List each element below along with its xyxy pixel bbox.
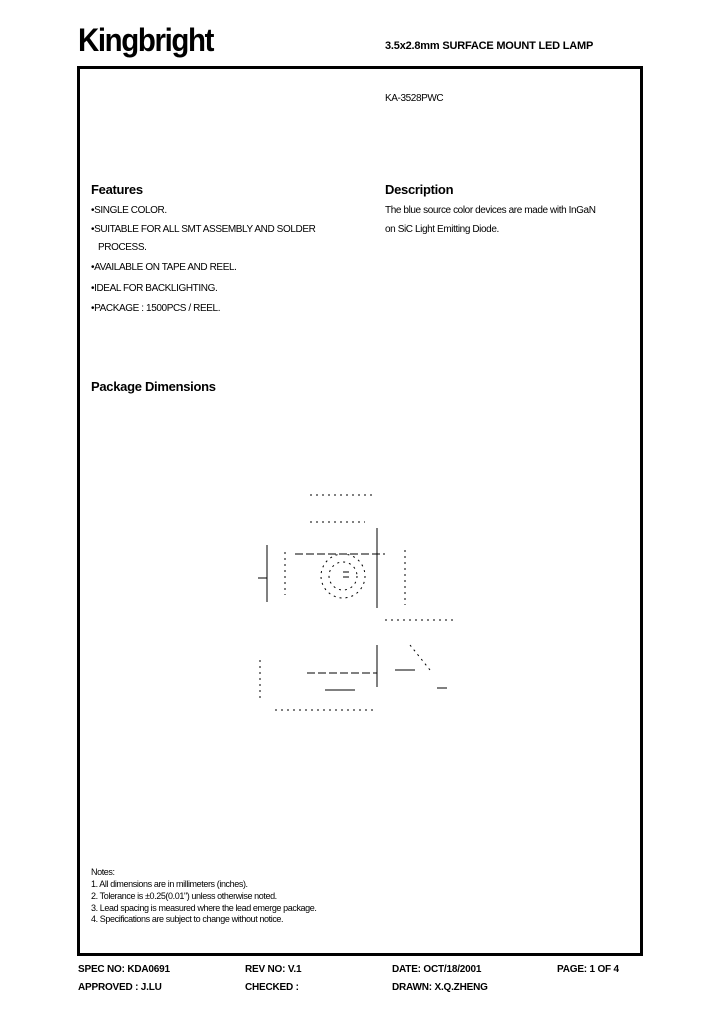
approved-by: APPROVED : J.LU — [78, 982, 162, 993]
package-dimensions-heading: Package Dimensions — [91, 379, 216, 394]
note-item: 3. Lead spacing is measured where the lead emerge package. — [91, 903, 317, 913]
checked-by: CHECKED : — [245, 982, 299, 993]
revision-number: REV NO: V.1 — [245, 964, 302, 975]
date: DATE: OCT/18/2001 — [392, 964, 482, 975]
feature-item: •PACKAGE : 1500PCS / REEL. — [91, 303, 221, 314]
part-number: KA-3528PWC — [385, 93, 444, 104]
description-line: The blue source color devices are made with InGaN — [385, 205, 596, 216]
spec-number: SPEC NO: KDA0691 — [78, 964, 170, 975]
kingbright-logo: Kingbright — [78, 22, 213, 58]
feature-item: •SINGLE COLOR. — [91, 205, 167, 216]
description-line: on SiC Light Emitting Diode. — [385, 224, 499, 235]
notes-heading: Notes: — [91, 867, 115, 877]
drawn-by: DRAWN: X.Q.ZHENG — [392, 982, 488, 993]
package-dimension-drawing — [255, 480, 465, 730]
page-number: PAGE: 1 OF 4 — [557, 964, 619, 975]
features-heading: Features — [91, 182, 143, 197]
note-item: 1. All dimensions are in millimeters (inches). — [91, 879, 248, 889]
document-title: 3.5x2.8mm SURFACE MOUNT LED LAMP — [385, 40, 594, 52]
note-item: 4. Specifications are subject to change without notice. — [91, 914, 284, 924]
note-item: 2. Tolerance is ±0.25(0.01") unless otherwise noted. — [91, 891, 277, 901]
feature-item: PROCESS. — [98, 242, 147, 253]
feature-item: •SUITABLE FOR ALL SMT ASSEMBLY AND SOLDER — [91, 224, 316, 235]
feature-item: •AVAILABLE ON TAPE AND REEL. — [91, 262, 237, 273]
feature-item: •IDEAL FOR BACKLIGHTING. — [91, 283, 218, 294]
description-heading: Description — [385, 182, 454, 197]
